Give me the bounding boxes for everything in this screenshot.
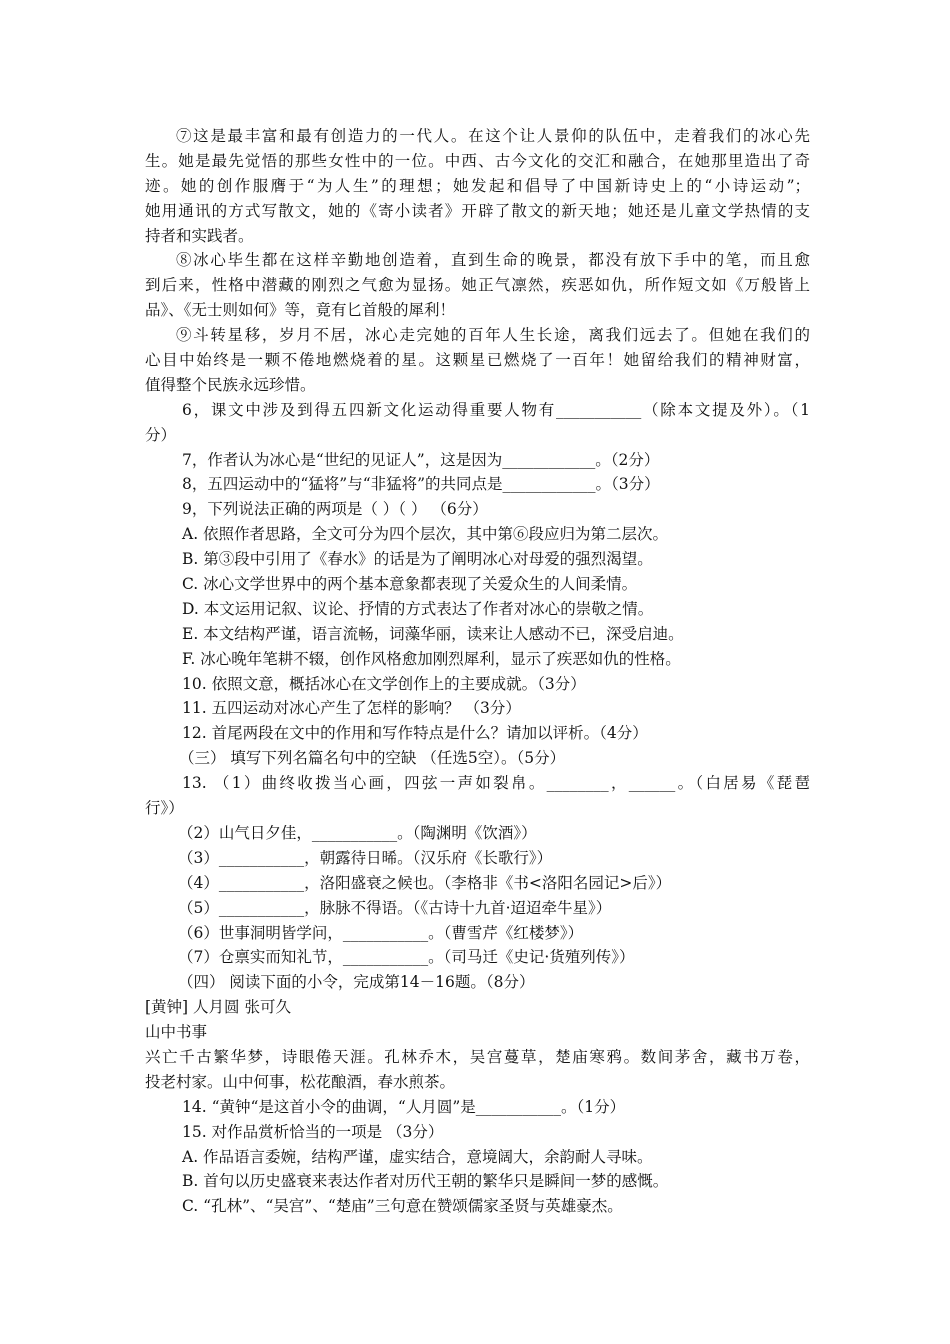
text-line: D. 本文运用记叙、议论、抒情的方式表达了作者对冰心的崇敬之情。 <box>182 599 654 618</box>
text-line: 13. （1）曲终收拨当心画，四弦一声如裂帛。________，______。（白居易《琵琶 <box>182 774 810 793</box>
text-line: 10. 依照文意，概括冰心在文学创作上的主要成就。（3分） <box>182 674 586 693</box>
text-line: 持者和实践者。 <box>145 226 254 245</box>
text-line: 11. 五四运动对冰心产生了怎样的影响？ （3分） <box>182 699 521 718</box>
text-line: E. 本文结构严谨，语言流畅，词藻华丽，读来让人感动不已，深受启迪。 <box>182 624 684 643</box>
text-line: ⑦这是最丰富和最有创造力的一代人。在这个让人景仰的队伍中，走着我们的冰心先 <box>176 127 810 145</box>
text-line: B. 首句以历史盛衰来表达作者对历代王朝的繁华只是瞬间一梦的感慨。 <box>182 1172 669 1191</box>
text-line: 兴亡千古繁华梦，诗眼倦天涯。孔林乔木，吴宫蔓草，楚庙寒鸦。数间茅舍，藏书万卷， <box>145 1047 810 1066</box>
text-line: 值得整个民族永远珍惜。 <box>145 375 316 394</box>
text-line: 迹。她的创作服膺于“为人生”的理想；她发起和倡导了中国新诗史上的“小诗运动”； <box>145 176 810 195</box>
text-line: 到后来，性格中潜藏的刚烈之气愈为显扬。她正气凛然，疾恶如仇，所作短文如《万般皆上 <box>145 276 810 295</box>
text-line: B. 第③段中引用了《春水》的话是为了阐明冰心对母爱的强烈渴望。 <box>182 550 653 569</box>
text-line: （6）世事洞明皆学问，___________。（曹雪芹《红楼梦》） <box>178 923 584 942</box>
text-line: 14. “黄钟“是这首小令的曲调，“人月圆”是___________。（1分） <box>182 1097 626 1116</box>
text-line: F. 冰心晚年笔耕不辍，创作风格愈加刚烈犀利，显示了疾恶如仇的性格。 <box>182 649 681 668</box>
text-line: 12. 首尾两段在文中的作用和写作特点是什么？请加以评析。（4分） <box>182 724 648 743</box>
text-line: 行》） <box>145 799 184 818</box>
text-line: 8，五四运动中的“猛将”与“非猛将”的共同点是____________。（3分） <box>182 475 660 494</box>
text-line: 生。她是最先觉悟的那些女性中的一位。中西、古今文化的交汇和融合，在她那里造出了奇 <box>145 151 810 170</box>
text-line: A. 作品语言委婉，结构严谨，虚实结合，意境阔大，余韵耐人寻味。 <box>182 1147 653 1166</box>
text-line: （5）___________，脉脉不得语。（《古诗十九首·迢迢牵牛星》） <box>178 898 612 917</box>
text-line: （2）山气日夕佳，___________。（陶渊明《饮酒》） <box>178 823 537 842</box>
text-line: 6，课文中涉及到得五四新文化运动得重要人物有___________（除本文提及外）。（1 <box>182 400 810 419</box>
text-line: 9，下列说法正确的两项是（ ）（ ） （6分） <box>182 500 488 519</box>
text-line: ⑧冰心毕生都在这样辛勤地创造着，直到生命的晚景，都没有放下手中的笔，而且愈 <box>176 251 810 270</box>
text-line: 投老村家。山中何事，松花酿酒，春水煎茶。 <box>145 1072 456 1091</box>
text-line: ⑨斗转星移，岁月不居，冰心走完她的百年人生长途，离我们远去了。但她在我们的 <box>176 326 810 345</box>
text-line: （7）仓禀实而知礼节，___________。（司马迁《史记·货殖列传》） <box>178 948 635 967</box>
text-line: A. 依照作者思路，全文可分为四个层次，其中第⑥段应归为第二层次。 <box>182 525 669 544</box>
text-line: [黄钟] 人月圆 张可久 <box>145 998 291 1017</box>
text-line: 分） <box>145 425 177 444</box>
text-line: C. 冰心文学世界中的两个基本意象都表现了关爱众生的人间柔情。 <box>182 575 638 594</box>
text-line: 7，作者认为冰心是“世纪的见证人”，这是因为____________。（2分） <box>182 450 660 469</box>
text-line: （3）___________，朝露待日晞。（汉乐府《长歌行》） <box>178 848 553 867</box>
text-line: （三） 填写下列名篇名句中的空缺 （任选5空）。（5分） <box>179 749 566 768</box>
document-body <box>145 124 810 1219</box>
text-line: 15. 对作品赏析恰当的一项是 （3分） <box>182 1122 444 1141</box>
text-line: 山中书事 <box>145 1023 208 1042</box>
text-line: 她用通讯的方式写散文，她的《寄小读者》开辟了散文的新天地；她还是儿童文学热情的支 <box>145 201 810 220</box>
text-line: （四） 阅读下面的小令，完成第14－16题。（8分） <box>178 973 535 992</box>
text-line: 心目中始终是一颗不倦地燃烧着的星。这颗星已燃烧了一百年！她留给我们的精神财富， <box>145 351 810 370</box>
text-line: C. “孔林”、“吴宫”、“楚庙”三句意在赞颂儒家圣贤与英雄豪杰。 <box>182 1197 623 1216</box>
text-line: （4）___________，洛阳盛衰之候也。（李格非《书<洛阳名园记>后》） <box>178 873 672 892</box>
text-line: 品》、《无士则如何》等，竟有匕首般的犀利！ <box>145 301 456 320</box>
